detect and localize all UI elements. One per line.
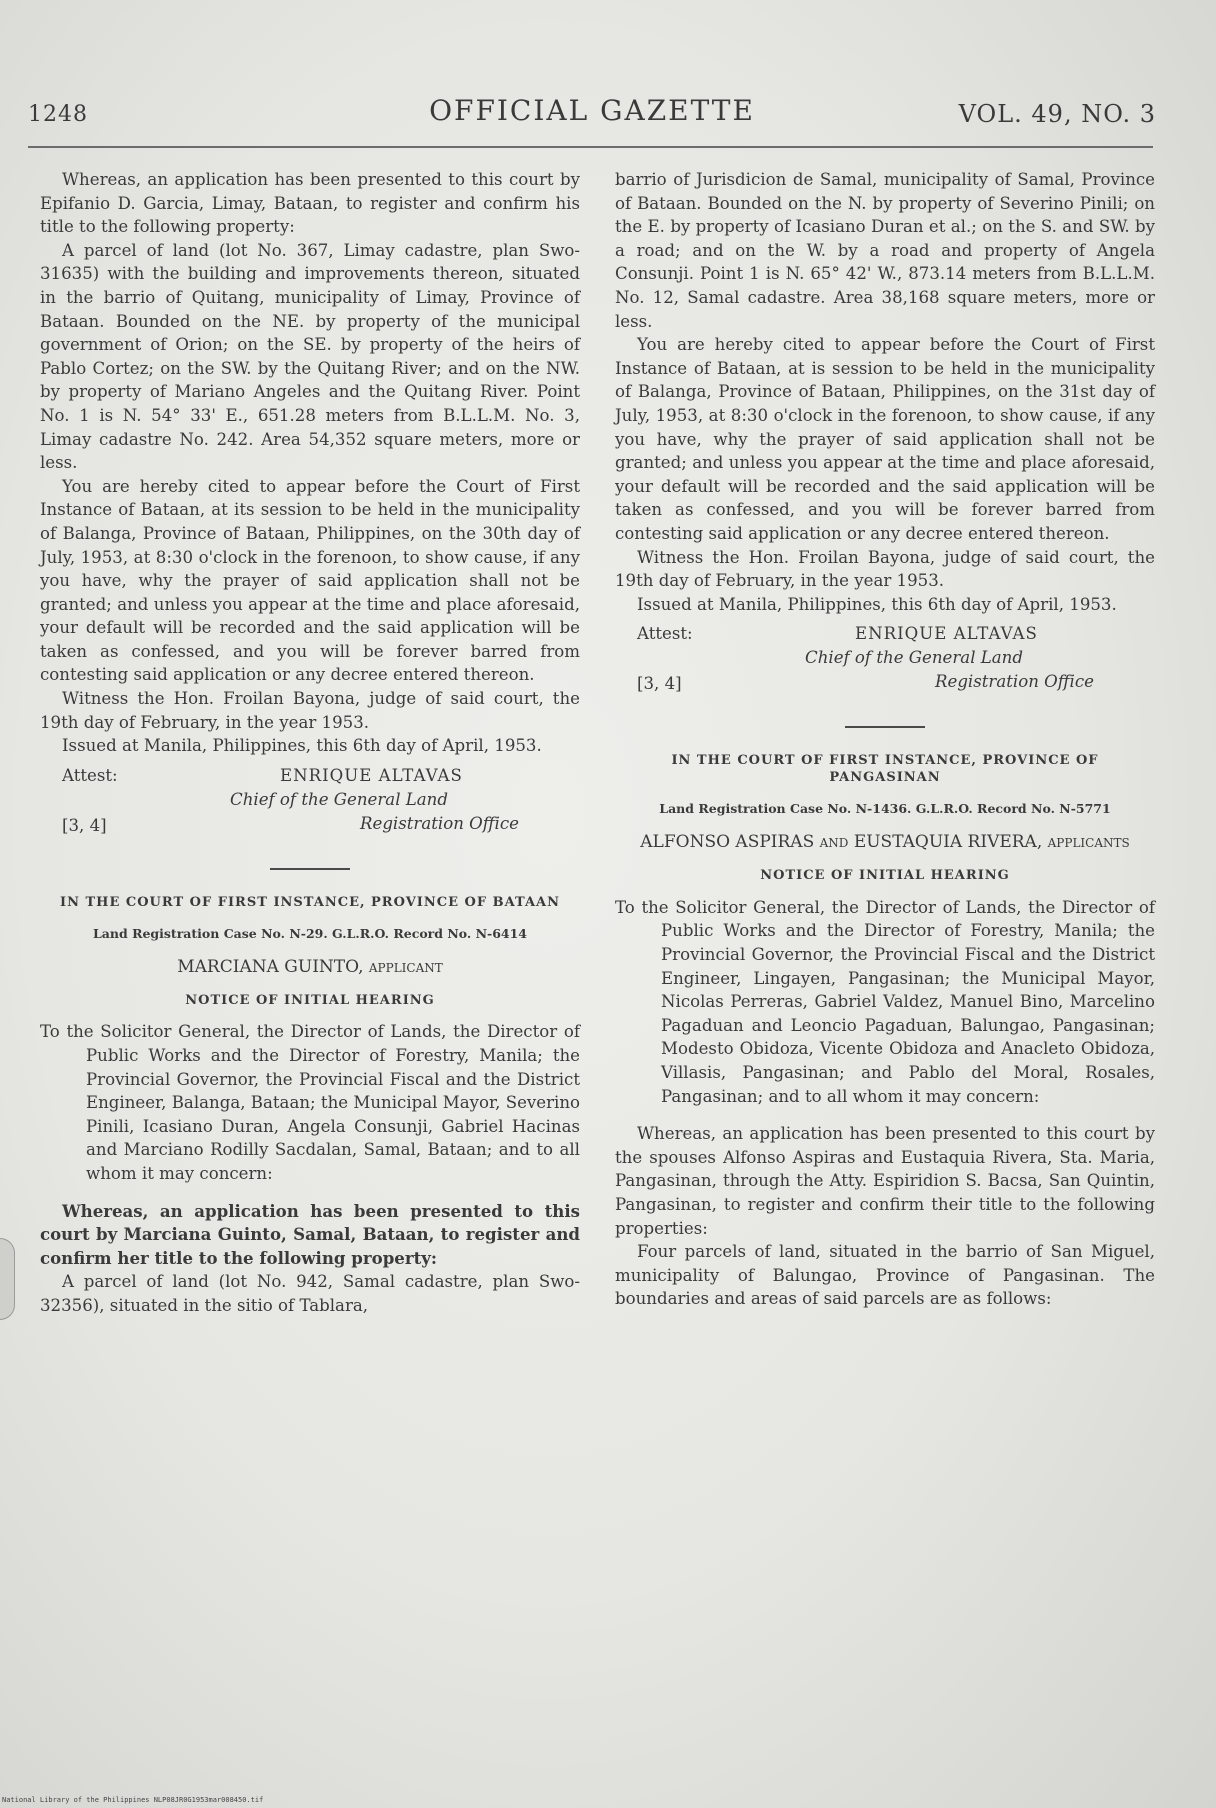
paragraph: A parcel of land (lot No. 942, Samal cadastre, plan Swo-32356), situated in the sitio of Tablara, bbox=[40, 1272, 580, 1315]
signatory-office: Registration Office bbox=[360, 813, 519, 833]
volume-number: VOL. 49, NO. 3 bbox=[958, 100, 1156, 128]
notice-heading: NOTICE OF INITIAL HEARING bbox=[185, 992, 435, 1008]
attestation-block bbox=[615, 622, 1155, 700]
paragraph: Issued at Manila, Philippines, this 6th day of April, 1953. bbox=[637, 594, 1117, 614]
paragraph: You are hereby cited to appear before the Court of First Instance of Bataan, at its session to be held in the municipality of Balanga, Province of Bataan, Philippines, on the 30th day of July, 1953, at 8:30 o'clock in the forenoon, to show cause, if any you have, why the prayer of said application shall not be granted; and unless you appear at the time and place aforesaid, your default will be recorded and the said application will be taken as confessed, and you will be forever barred from contesting said application or any decree entered thereon. bbox=[40, 476, 580, 685]
paragraph: Four parcels of land, situated in the barrio of San Miguel, municipality of Balungao, Province of Pangasinan. The boundaries and areas of said parcels are as follows: bbox=[615, 1242, 1155, 1309]
paragraph: Whereas, an application has been presented to this court by Marciana Guinto, Samal, Bataan, to register and confirm her title to the following property: bbox=[40, 1200, 580, 1268]
header-rule bbox=[28, 146, 1153, 148]
paragraph: Whereas, an application has been presented to this court by Epifanio D. Garcia, Limay, Bataan, to register and confirm his title to the following property: bbox=[40, 170, 580, 237]
signatory-office: Registration Office bbox=[935, 672, 1094, 692]
page-header bbox=[28, 92, 1156, 132]
paragraph: Witness the Hon. Froilan Bayona, judge of said court, the 19th day of February, in the year 1953. bbox=[615, 547, 1155, 591]
court-heading: IN THE COURT OF FIRST INSTANCE, PROVINCE OF PANGASINAN bbox=[671, 753, 1099, 786]
paragraph: Witness the Hon. Froilan Bayona, judge of said court, the 19th day of February, in the year 1953. bbox=[40, 689, 580, 732]
signatory-title: Chief of the General Land bbox=[805, 648, 1023, 668]
case-number: Land Registration Case No. N-1436. G.L.R.O. Record No. N-5771 bbox=[659, 801, 1111, 817]
attestation-block bbox=[40, 764, 580, 842]
left-column bbox=[40, 168, 580, 1318]
addressees: To the Solicitor General, the Director of Lands, the Director of Public Works and the Director of Forestry, Manila; the Provincial Governor, the Provincial Fiscal and the District Engineer, Balanga, Bataan; the Municipal Mayor, Severino Pinili, Icasiano Duran, Angela Consunji, Gabriel Hacinas and Marciano Rodilly Sacdalan, Samal, Bataan; and to all whom it may concern: bbox=[40, 1022, 580, 1183]
paragraph: Issued at Manila, Philippines, this 6th day of April, 1953. bbox=[62, 736, 542, 756]
section-divider bbox=[845, 726, 925, 728]
case-number: Land Registration Case No. N-29. G.L.R.O. Record No. N-6414 bbox=[93, 925, 527, 941]
applicant-name: ALFONSO ASPIRAS and EUSTAQUIA RIVERA, applicants bbox=[640, 832, 1130, 853]
attest-label: Attest: bbox=[637, 624, 693, 644]
signatory-name: ENRIQUE ALTAVAS bbox=[280, 765, 463, 785]
binding-clip bbox=[0, 1238, 15, 1320]
paragraph: barrio of Jurisdicion de Samal, municipality of Samal, Province of Bataan. Bounded on the N. by property of Severino Pinili; on the E. by property of Icasiano Duran et al.; on the S. and SW. by a road; and on the W. by a road and property of Angela Consunji. Point 1 is N. 65° 42' W., 873.14 meters from B.L.L.M. No. 12, Samal cadastre. Area 38,168 square meters, more or less. bbox=[615, 170, 1155, 331]
paragraph: You are hereby cited to appear before the Court of First Instance of Bataan, at is session to be held in the municipality of Balanga, Province of Bataan, Philippines, on the 31st day of July, 1953, at 8:30 o'clock in the forenoon, to show cause, if any you have, why the prayer of said application shall not be granted; and unless you appear at the time and place aforesaid, your default will be recorded and the said application will be taken as confessed, and you will be forever barred from contesting said application or any decree entered thereon. bbox=[615, 335, 1155, 543]
notice-heading: NOTICE OF INITIAL HEARING bbox=[760, 868, 1010, 884]
signatory-title: Chief of the General Land bbox=[230, 789, 448, 809]
paragraph: Whereas, an application has been presented to this court by the spouses Alfonso Aspiras and Eustaquia Rivera, Sta. Maria, Pangasinan, through the Atty. Espiridion S. Bacsa, San Quintin, Pangasinan, to register and confirm their title to the following properties: bbox=[615, 1124, 1155, 1238]
scan-footer: National Library of the Philippines NLP08JR0G1953mar008450.tif bbox=[2, 1796, 264, 1804]
signatory-name: ENRIQUE ALTAVAS bbox=[855, 624, 1038, 644]
right-column bbox=[615, 168, 1155, 1311]
issue-reference: [3, 4] bbox=[637, 674, 682, 694]
addressees: To the Solicitor General, the Director of Lands, the Director of Public Works and the Director of Forestry, Manila; the Provincial Governor, the Provincial Fiscal and the District Engineer, Lingayen, Pangasinan; the Municipal Mayor, Nicolas Perreras, Gabriel Valdez, Manuel Bino, Marcelino Pagaduan and Leoncio Pagaduan, Balungao, Pangasinan; Modesto Obidoza, Vicente Obidoza and Anacleto Obidoza, Villasis, Pangasinan; and Pablo del Moral, Rosales, Pangasinan; and to all whom it may concern: bbox=[615, 897, 1155, 1106]
section-divider bbox=[270, 868, 350, 870]
applicant-name: MARCIANA GUINTO, applicant bbox=[177, 956, 443, 977]
issue-reference: [3, 4] bbox=[62, 815, 107, 835]
attest-label: Attest: bbox=[62, 765, 118, 785]
court-heading: IN THE COURT OF FIRST INSTANCE, PROVINCE OF BATAAN bbox=[60, 894, 561, 910]
publication-title: OFFICIAL GAZETTE bbox=[429, 94, 755, 127]
paragraph: A parcel of land (lot No. 367, Limay cadastre, plan Swo-31635) with the building and improvements thereon, situated in the barrio of Quitang, municipality of Limay, Province of Bataan. Bounded on the NE. by property of the municipal government of Orion; on the SE. by property of the heirs of Pablo Cortez; on the SW. by the Quitang River; and on the NW. by property of Mariano Angeles and the Quitang River. Point No. 1 is N. 54° 33' E., 651.28 meters from B.L.L.M. No. 3, Limay cadastre No. 242. Area 54,352 square meters, more or less. bbox=[40, 240, 580, 473]
page-number: 1248 bbox=[28, 102, 88, 127]
